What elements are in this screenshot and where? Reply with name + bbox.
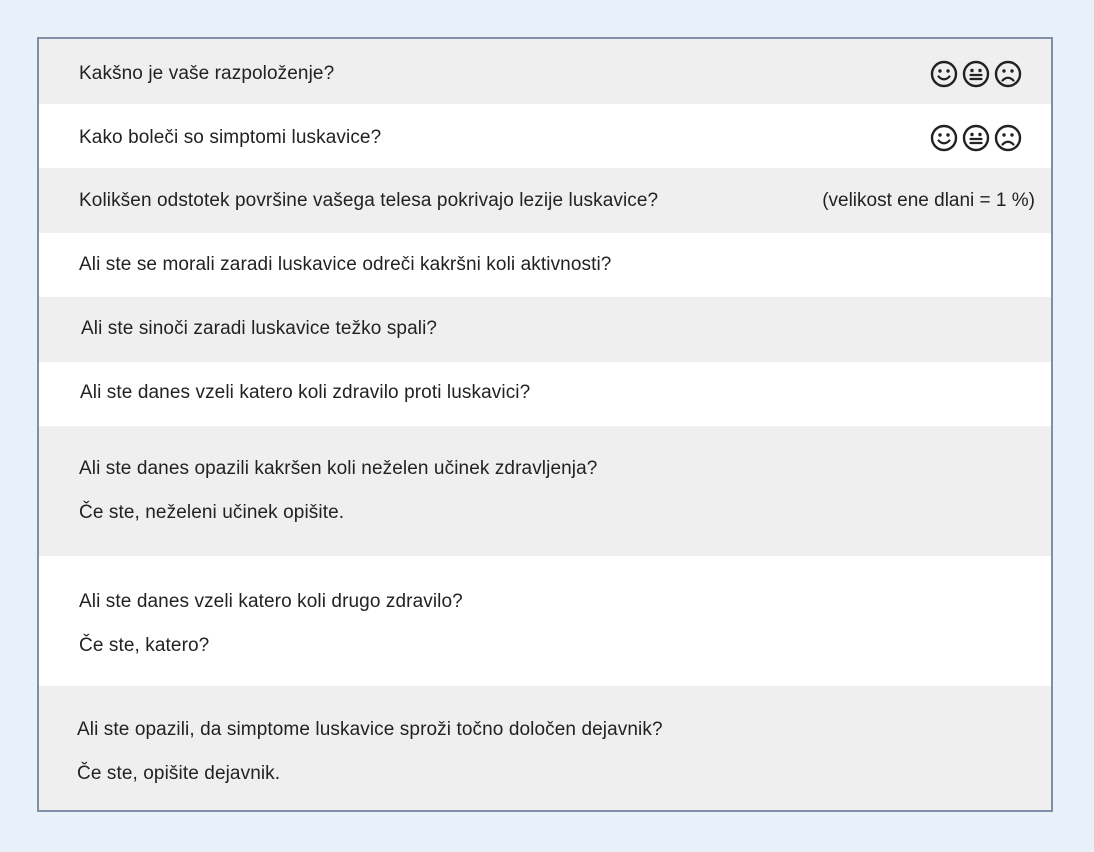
question-row-psoriasis-medication xyxy=(39,362,1051,426)
frowning-face-icon[interactable] xyxy=(993,123,1023,153)
question-row-other-medication xyxy=(39,556,1051,686)
question-row-pain xyxy=(39,104,1051,168)
question-text: Ali ste danes opazili kakršen koli neželen učinek zdravljenja? xyxy=(79,458,598,479)
question-row-coverage xyxy=(39,168,1051,233)
question-row-mood xyxy=(39,39,1051,104)
coverage-hint: (velikost ene dlani = 1 %) xyxy=(822,190,1035,211)
question-followup: Če ste, opišite dejavnik. xyxy=(77,763,281,784)
question-text: Kako boleči so simptomi luskavice? xyxy=(79,127,382,148)
frowning-face-icon[interactable] xyxy=(993,59,1023,89)
neutral-face-icon[interactable] xyxy=(961,59,991,89)
question-text: Ali ste opazili, da simptome luskavice sproži točno določen dejavnik? xyxy=(77,719,663,740)
question-row-trigger xyxy=(39,686,1051,812)
smiling-face-icon[interactable] xyxy=(929,123,959,153)
neutral-face-icon[interactable] xyxy=(961,123,991,153)
question-text: Ali ste se morali zaradi luskavice odreči kakršni koli aktivnosti? xyxy=(79,254,612,275)
question-text: Ali ste sinoči zaradi luskavice težko spali? xyxy=(81,318,438,339)
question-text: Ali ste danes vzeli katero koli zdravilo proti luskavici? xyxy=(80,382,531,403)
question-text: Ali ste danes vzeli katero koli drugo zdravilo? xyxy=(79,591,463,612)
question-row-sleep xyxy=(39,297,1051,362)
rating-faces xyxy=(929,123,1023,153)
smiling-face-icon[interactable] xyxy=(929,59,959,89)
question-text: Kolikšen odstotek površine vašega telesa pokrivajo lezije luskavice? xyxy=(79,190,659,211)
question-followup: Če ste, katero? xyxy=(79,635,210,656)
rating-faces xyxy=(929,59,1023,89)
question-followup: Če ste, neželeni učinek opišite. xyxy=(79,502,345,523)
question-text: Kakšno je vaše razpoloženje? xyxy=(79,63,335,84)
questionnaire-card xyxy=(37,37,1053,812)
question-row-side-effects xyxy=(39,426,1051,556)
question-row-activity xyxy=(39,233,1051,297)
